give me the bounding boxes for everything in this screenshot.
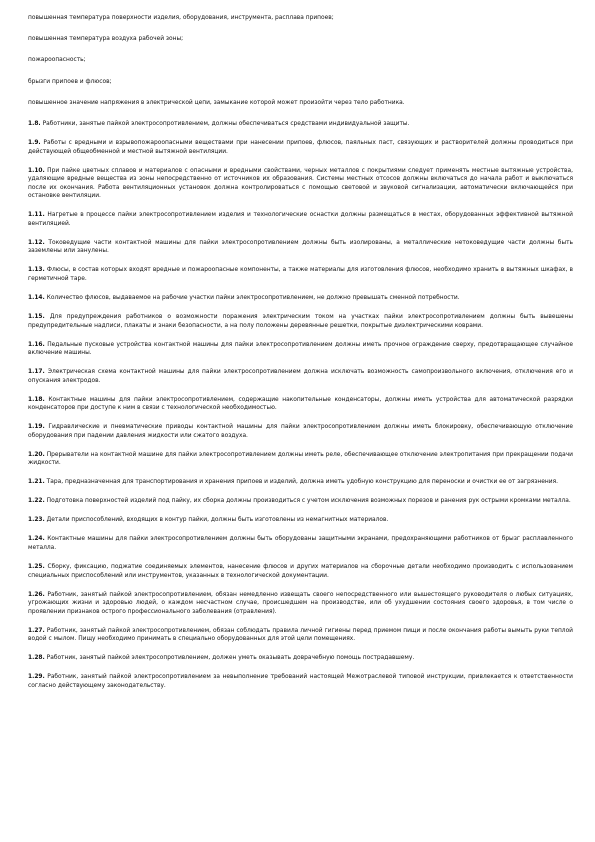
paragraph-number: 1.11. — [28, 212, 45, 219]
paragraph-number: 1.23. — [28, 517, 45, 524]
paragraph-1-29 — [28, 673, 573, 690]
hazard-item: повышенная температура поверхности изделия, оборудования, инструмента, расплава припоев; — [28, 15, 334, 21]
paragraph-text: Тара, предназначенная для транспортирования и хранения припоев и изделий, должна иметь удобную конструкцию для переноски и очистки ее от загрязнения. — [46, 479, 558, 486]
paragraph-number: 1.18. — [28, 396, 45, 403]
paragraph-1-11 — [28, 211, 573, 228]
hazard-item: повышенная температура воздуха рабочей зоны; — [28, 36, 184, 43]
paragraph-1-16 — [28, 341, 573, 358]
paragraph-text: Детали приспособлений, входящих в контур пайки, должны быть изготовлены из немагнитных материалов. — [46, 517, 389, 524]
paragraph-number: 1.8. — [28, 120, 41, 127]
paragraph-1-15 — [28, 313, 573, 330]
paragraph-text: Работник, занятый пайкой электросопротивлением, должен уметь оказывать доврачебную помощь пострадавшему. — [46, 655, 415, 662]
paragraph-1-18 — [28, 396, 573, 413]
paragraph-number: 1.13. — [28, 267, 45, 274]
paragraph-text: Гидравлические и пневматические приводы контактной машины для пайки электросопротивлением должны иметь блокировку, обеспечивающую отключение оборудования при падении давления жидкости или сжатого воздуха. — [28, 424, 574, 439]
paragraph-1-28 — [28, 654, 573, 663]
paragraph-number: 1.28. — [28, 655, 45, 662]
paragraph-1-23 — [28, 516, 573, 525]
paragraph-text: Работы с вредными и взрывопожароопасными веществами при нанесении припоев, флюсов, паяльных паст, связующих и растворителей должны проводиться при действующей общеобменной и местной вытяжной вентиляции. — [28, 139, 573, 155]
paragraph-number: 1.15. — [28, 313, 45, 320]
paragraph-text: Контактные машины для пайки электросопротивлением должны быть оборудованы защитными экранами, предохраняющими работников от брызг расплавленного металла. — [28, 536, 574, 551]
paragraph-number: 1.10. — [28, 167, 45, 174]
paragraph-text: Количество флюсов, выдаваемое на рабочие участки пайки электросопротивлением, не должно превышать сменной потребности. — [46, 295, 460, 301]
paragraph-text: Прерыватели на контактной машине для пайки электросопротивлением должны иметь реле, обеспечивающее отключение электропитания при прекращении подачи жидкости. — [28, 451, 573, 467]
paragraph-1-14 — [28, 294, 573, 303]
hazard-item: пожароопасность; — [28, 57, 86, 64]
paragraph-1-22 — [28, 497, 573, 506]
paragraph-number: 1.27. — [28, 627, 45, 634]
paragraph-1-19 — [28, 423, 573, 440]
paragraph-number: 1.17. — [28, 369, 45, 376]
paragraph-number: 1.9. — [28, 139, 41, 146]
paragraph-1-8 — [28, 120, 573, 129]
paragraph-number: 1.24. — [28, 536, 45, 543]
paragraph-text: Для предупреждения работников о возможности поражения электрическим током на участках пайки электросопротивлением должны быть вывешены предупредительные надписи, плакаты и знаки безопасности, а на полу положены деревянные решетки, покрытые диэлектрическими коврами. — [28, 313, 574, 329]
paragraph-1-24 — [28, 535, 573, 552]
paragraph-1-13 — [28, 266, 573, 283]
paragraph-number: 1.25. — [28, 563, 45, 570]
paragraph-text: Подготовка поверхностей изделий под пайку, их сборка должны производиться с учетом исключения возможных порезов и ранения рук острыми кромками металла. — [46, 498, 571, 505]
paragraph-text: Электрическая схема контактной машины для пайки электросопротивлением должна исключать возможность самопроизвольного включения, отключения его и опускания электродов. — [28, 369, 573, 384]
paragraph-text: Работник, занятый пайкой электросопротивлением, обязан соблюдать правила личной гигиены перед приемом пищи и после окончания работы вымыть руки теплой водой с мылом. Пищу необходимо принимать в специально оборудованных для этой цели помещениях. — [28, 627, 574, 643]
paragraph-1-12 — [28, 239, 573, 256]
paragraph-text: Работники, занятые пайкой электросопротивлением, должны обеспечиваться средствами индивидуальной защиты. — [42, 120, 410, 127]
paragraph-text: Контактные машины для пайки электросопротивлением, содержащие накопительные конденсаторы, должны иметь устройства для автоматической разрядки конденсаторов при доступе к ним в связи с технологической необходимостью. — [28, 396, 574, 412]
paragraph-number: 1.14. — [28, 295, 45, 301]
hazard-list — [28, 14, 573, 107]
paragraph-number: 1.20. — [28, 451, 45, 458]
paragraph-number: 1.19. — [28, 424, 45, 431]
paragraph-text: Педальные пусковые устройства контактной машины для пайки электросопротивлением должны иметь прочное ограждение сверху, предотвращающее случайное включение машины. — [28, 341, 573, 357]
paragraph-number: 1.21. — [28, 479, 45, 486]
paragraph-1-21 — [28, 478, 573, 487]
paragraph-text: Флюсы, в состав которых входят вредные и пожароопасные компоненты, а также материалы для изготовления флюсов, необходимо хранить в вытяжных шкафах, в герметичной таре. — [28, 267, 573, 283]
paragraph-number: 1.29. — [28, 674, 45, 681]
paragraph-text: Нагретые в процессе пайки электросопротивлением изделия и технологические оснастки должны размещаться в местах, оборудованных эффективной вытяжной вентиляцией. — [28, 212, 574, 227]
paragraph-text: При пайке цветных сплавов и материалов с опасными и вредными свойствами, черных металлов с покрытиями следует применять местные вытяжные устройства, удаляющие вредные вещества из зоны непосредственно от источников их образования. Системы местных отсосов должны включаться до начала работ и выключаться после их окончания. Работа вентиляционных установок должна контролироваться с помощью световой и звуковой сигнализации, автоматически включающейся при остановке вентиляции. — [28, 167, 573, 200]
paragraph-1-17 — [28, 368, 573, 385]
paragraph-number: 1.22. — [28, 498, 45, 505]
paragraph-1-27 — [28, 627, 573, 644]
paragraph-text: Сборку, фиксацию, поджатие соединяемых элементов, нанесение флюсов и других материалов на сборочные детали необходимо производить с использованием специальных приспособлений или инструментов, указанных в технологической документации. — [28, 563, 574, 579]
hazard-item: повышенное значение напряжения в электрической цепи, замыкание которой может произойти через тело работника. — [28, 99, 405, 106]
paragraph-number: 1.16. — [28, 341, 45, 348]
paragraph-text: Работник, занятый пайкой электросопротивлением за невыполнение требований настоящей Межотраслевой типовой инструкции, привлекается к ответственности согласно действующему законодательству. — [28, 674, 573, 689]
paragraph-number: 1.12. — [28, 239, 45, 246]
paragraph-1-26 — [28, 591, 573, 617]
paragraph-1-20 — [28, 451, 573, 468]
paragraph-text: Токоведущие части контактной машины для пайки электросопротивлением должны быть изолированы, а металлические нетоковедущие части должны быть заземлены или занулены. — [28, 239, 573, 255]
paragraph-text: Работник, занятый пайкой электросопротивлением, обязан немедленно извещать своего непосредственного или вышестоящего руководителя о любых ситуациях, угрожающих жизни и здоровью людей, о каждом несчастном случае, происшедшем на производстве, или об ухудшении состояния своего здоровья, в том числе о проявлении признаков острого профессионального заболевания (отравления). — [28, 591, 573, 615]
paragraph-1-9 — [28, 139, 573, 156]
paragraph-number: 1.26. — [28, 591, 45, 598]
hazard-item: брызги припоев и флюсов; — [28, 78, 112, 85]
paragraph-1-10 — [28, 167, 573, 201]
paragraph-1-25 — [28, 563, 573, 580]
